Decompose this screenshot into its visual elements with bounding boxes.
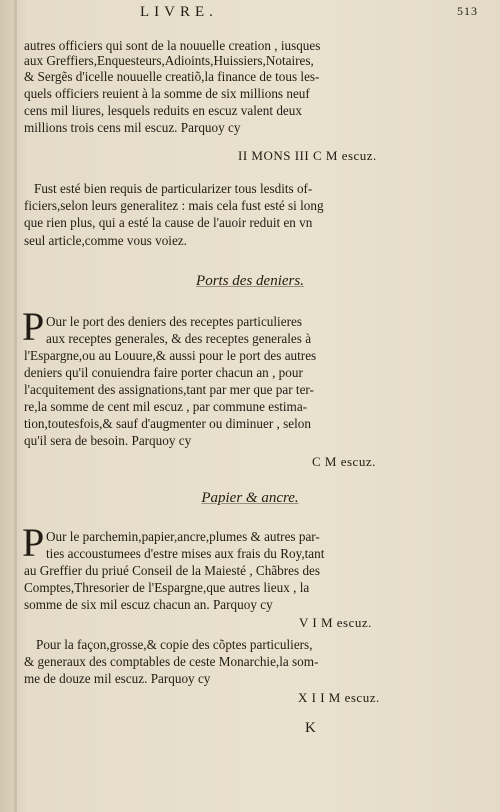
text-line: deniers qu'il conuiendra faire porter chacun an , pour — [24, 365, 303, 380]
text-line: autres officiers qui sont de la nouuelle creation , iusques — [24, 38, 321, 53]
text-line: Our le port des deniers des receptes particulieres — [46, 314, 302, 329]
text-line: re,la somme de cent mil escuz , par commune estima- — [24, 399, 308, 414]
text-line: au Greffier du priué Conseil de la Maiesté , Chãbres des — [24, 563, 321, 578]
drop-cap: P — [22, 304, 45, 349]
text-line: & Sergẽs d'icelle nouuelle creatiõ,la finance de tous les- — [24, 69, 320, 84]
section-heading: Ports des deniers. — [196, 273, 304, 289]
gutter-shadow — [14, 0, 17, 812]
sum-line: X I I M escuz. — [298, 690, 380, 705]
section-heading: Papier & ancre. — [201, 490, 299, 506]
text-line: & generaux des comptables de ceste Monarchie,la som- — [24, 654, 319, 669]
sum-line: V I M escuz. — [299, 615, 372, 630]
drop-cap: P — [22, 520, 45, 565]
text-line: millions trois cens mil escuz. Parquoy cy — [24, 120, 241, 135]
text-line: Our le parchemin,papier,ancre,plumes & autres par- — [46, 529, 320, 544]
text-line: ties accoustumees d'estre mises aux frais du Roy,tant — [46, 546, 325, 561]
text-line: me de douze mil escuz. Parquoy cy — [24, 671, 211, 686]
text-line: Pour la façon,grosse,& copie des cõptes particuliers, — [36, 637, 313, 652]
text-line: aux receptes generales, & des receptes generales à — [46, 331, 312, 346]
text-line: l'acquitement des assignations,tant par mer que par ter- — [24, 382, 314, 397]
running-title: LIVRE. — [140, 4, 218, 20]
text-line: cens mil liures, lesquels reduits en escuz valent deux — [24, 103, 302, 118]
text-line: somme de six mil escuz chacun an. Parquoy cy — [24, 597, 273, 612]
sum-line: C M escuz. — [312, 454, 376, 469]
text-line: Fust esté bien requis de particularizer tous lesdits of- — [34, 181, 313, 196]
text-line: aux Greffiers,Enquesteurs,Adioints,Huissiers,Notaires, — [24, 53, 314, 68]
signature-mark: K — [305, 720, 316, 736]
page-number: 513 — [457, 4, 478, 18]
running-head — [140, 4, 478, 21]
text-line: que rien plus, qui a esté la cause de l'auoir reduit en vn — [24, 215, 313, 230]
text-line: qu'il sera de besoin. Parquoy cy — [24, 433, 192, 448]
text-line: l'Espargne,ou au Louure,& aussi pour le port des autres — [24, 348, 317, 363]
sum-line: II MONS III C M escuz. — [238, 148, 377, 163]
text-line: tion,toutesfois,& sauf d'augmenter ou diminuer , selon — [24, 416, 311, 431]
text-line: quels officiers reuient à la somme de six millions neuf — [24, 86, 310, 101]
text-line: Comptes,Thresorier de l'Espargne,que autres lieux , la — [24, 580, 310, 595]
text-line: ficiers,selon leurs generalitez : mais cela fust esté si long — [24, 198, 324, 213]
text-line: seul article,comme vous voiez. — [24, 233, 187, 248]
